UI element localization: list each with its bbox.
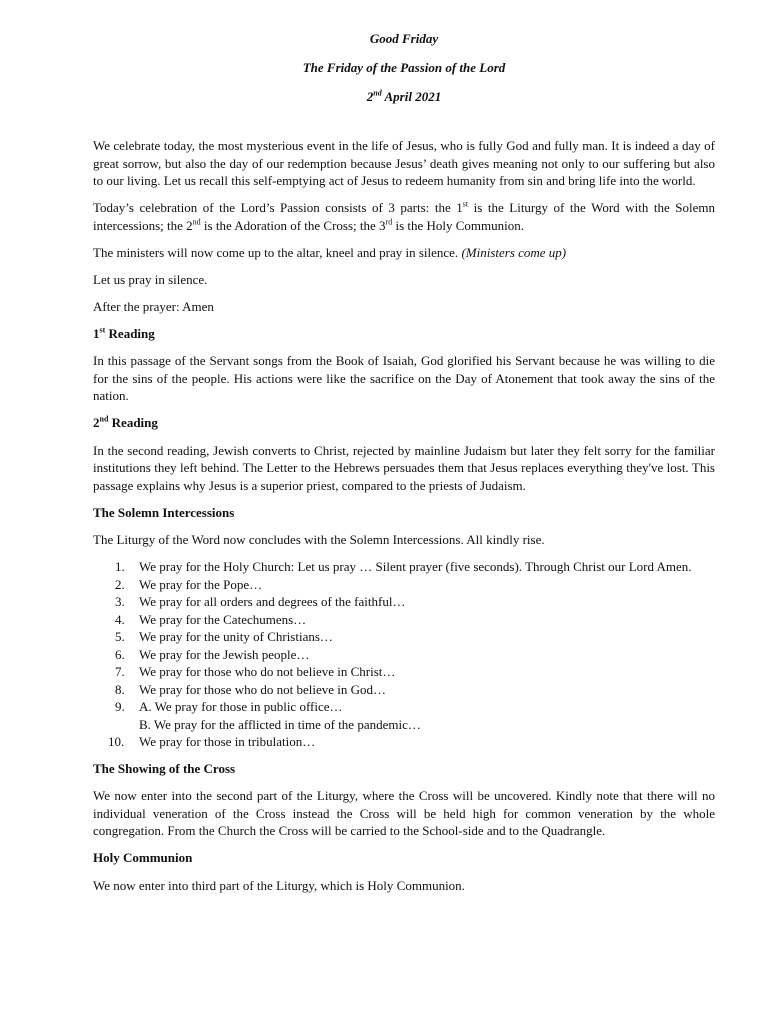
list-item: 4. We pray for the Catechumens… (115, 611, 307, 627)
document-subtitle: The Friday of the Passion of the Lord (302, 60, 506, 75)
list-item: 7. We pray for those who do not believe in Christ… (115, 664, 396, 679)
intro-paragraph: We celebrate today, the most mysterious event in the life of Jesus, who is fully God and fully man. It is indeed a day of great sorrow, but also the day of our redemption because Jesus’ death gives meaning not only to our suffering but also to our living. Let us recall this self-emptying act of Jesus to redeem humanity from sin and bring life into the world. (93, 138, 715, 188)
reading1-heading: 1st Reading (93, 325, 155, 341)
list-item: 1. We pray for the Holy Church: Let us pray … Silent prayer (five seconds). Through Christ our Lord Amen. (115, 559, 692, 574)
parts-paragraph: Today’s celebration of the Lord’s Passion consists of 3 parts: the 1st is the Liturgy of the Word with the Solemn intercessions; the 2nd is the Adoration of the Cross; the 3rd is the Holy Communion. (93, 199, 715, 233)
intercessions-list (93, 558, 715, 751)
list-item: 6. We pray for the Jewish people… (115, 646, 310, 662)
communion-paragraph: We now enter into third part of the Liturgy, which is Holy Communion. (93, 877, 465, 893)
intercessions-heading: The Solemn Intercessions (93, 504, 235, 520)
document-page (93, 30, 715, 904)
list-item: 5. We pray for the unity of Christians… (115, 629, 333, 644)
pray-silence-line: Let us pray in silence. (93, 271, 208, 287)
reading1-paragraph: In this passage of the Servant songs from the Book of Isaiah, God glorified his Servant because he was willing to die for the sins of the people. His actions were like the sacrifice on the Day of Atonement that took away the sins of the nation. (93, 353, 715, 403)
document-date: 2nd April 2021 (366, 88, 442, 104)
after-prayer-line: After the prayer: Amen (93, 298, 214, 314)
cross-paragraph: We now enter into the second part of the Liturgy, where the Cross will be uncovered. Kindly note that there will no individual veneration of the Cross instead the Cross will be held high for common veneration by the whole congregation. From the Church the Cross will be carried to the School-side and to the Quadrangle. (93, 788, 715, 838)
cross-heading: The Showing of the Cross (93, 760, 236, 776)
communion-heading: Holy Communion (93, 850, 193, 865)
list-item: 8. We pray for those who do not believe in God… (115, 681, 386, 697)
ministers-paragraph: The ministers will now come up to the altar, kneel and pray in silence. (Ministers come up) (93, 244, 567, 260)
document-header (93, 30, 715, 106)
reading2-heading: 2nd Reading (93, 414, 158, 430)
list-item: 2. We pray for the Pope… (115, 576, 263, 592)
list-item: 9. A. We pray for those in public office… B. We pray for the afflicted in time of the pandemic… (115, 699, 421, 732)
list-item: 10. We pray for those in tribulation… (108, 734, 316, 749)
reading2-paragraph: In the second reading, Jewish converts to Christ, rejected by mainline Judaism but later they felt sorry for the familiar institutions they left behind. The Letter to the Hebrews persuades them that Jesus replaces everything they've lost. This passage explains why Jesus is a superior priest, compared to the priests of Judaism. (93, 442, 715, 493)
ministers-note: (Ministers come up) (461, 244, 567, 260)
document-title: Good Friday (369, 31, 439, 46)
list-item: 3. We pray for all orders and degrees of the faithful… (115, 594, 406, 609)
intercessions-intro: The Liturgy of the Word now concludes with the Solemn Intercessions. All kindly rise. (93, 532, 545, 547)
